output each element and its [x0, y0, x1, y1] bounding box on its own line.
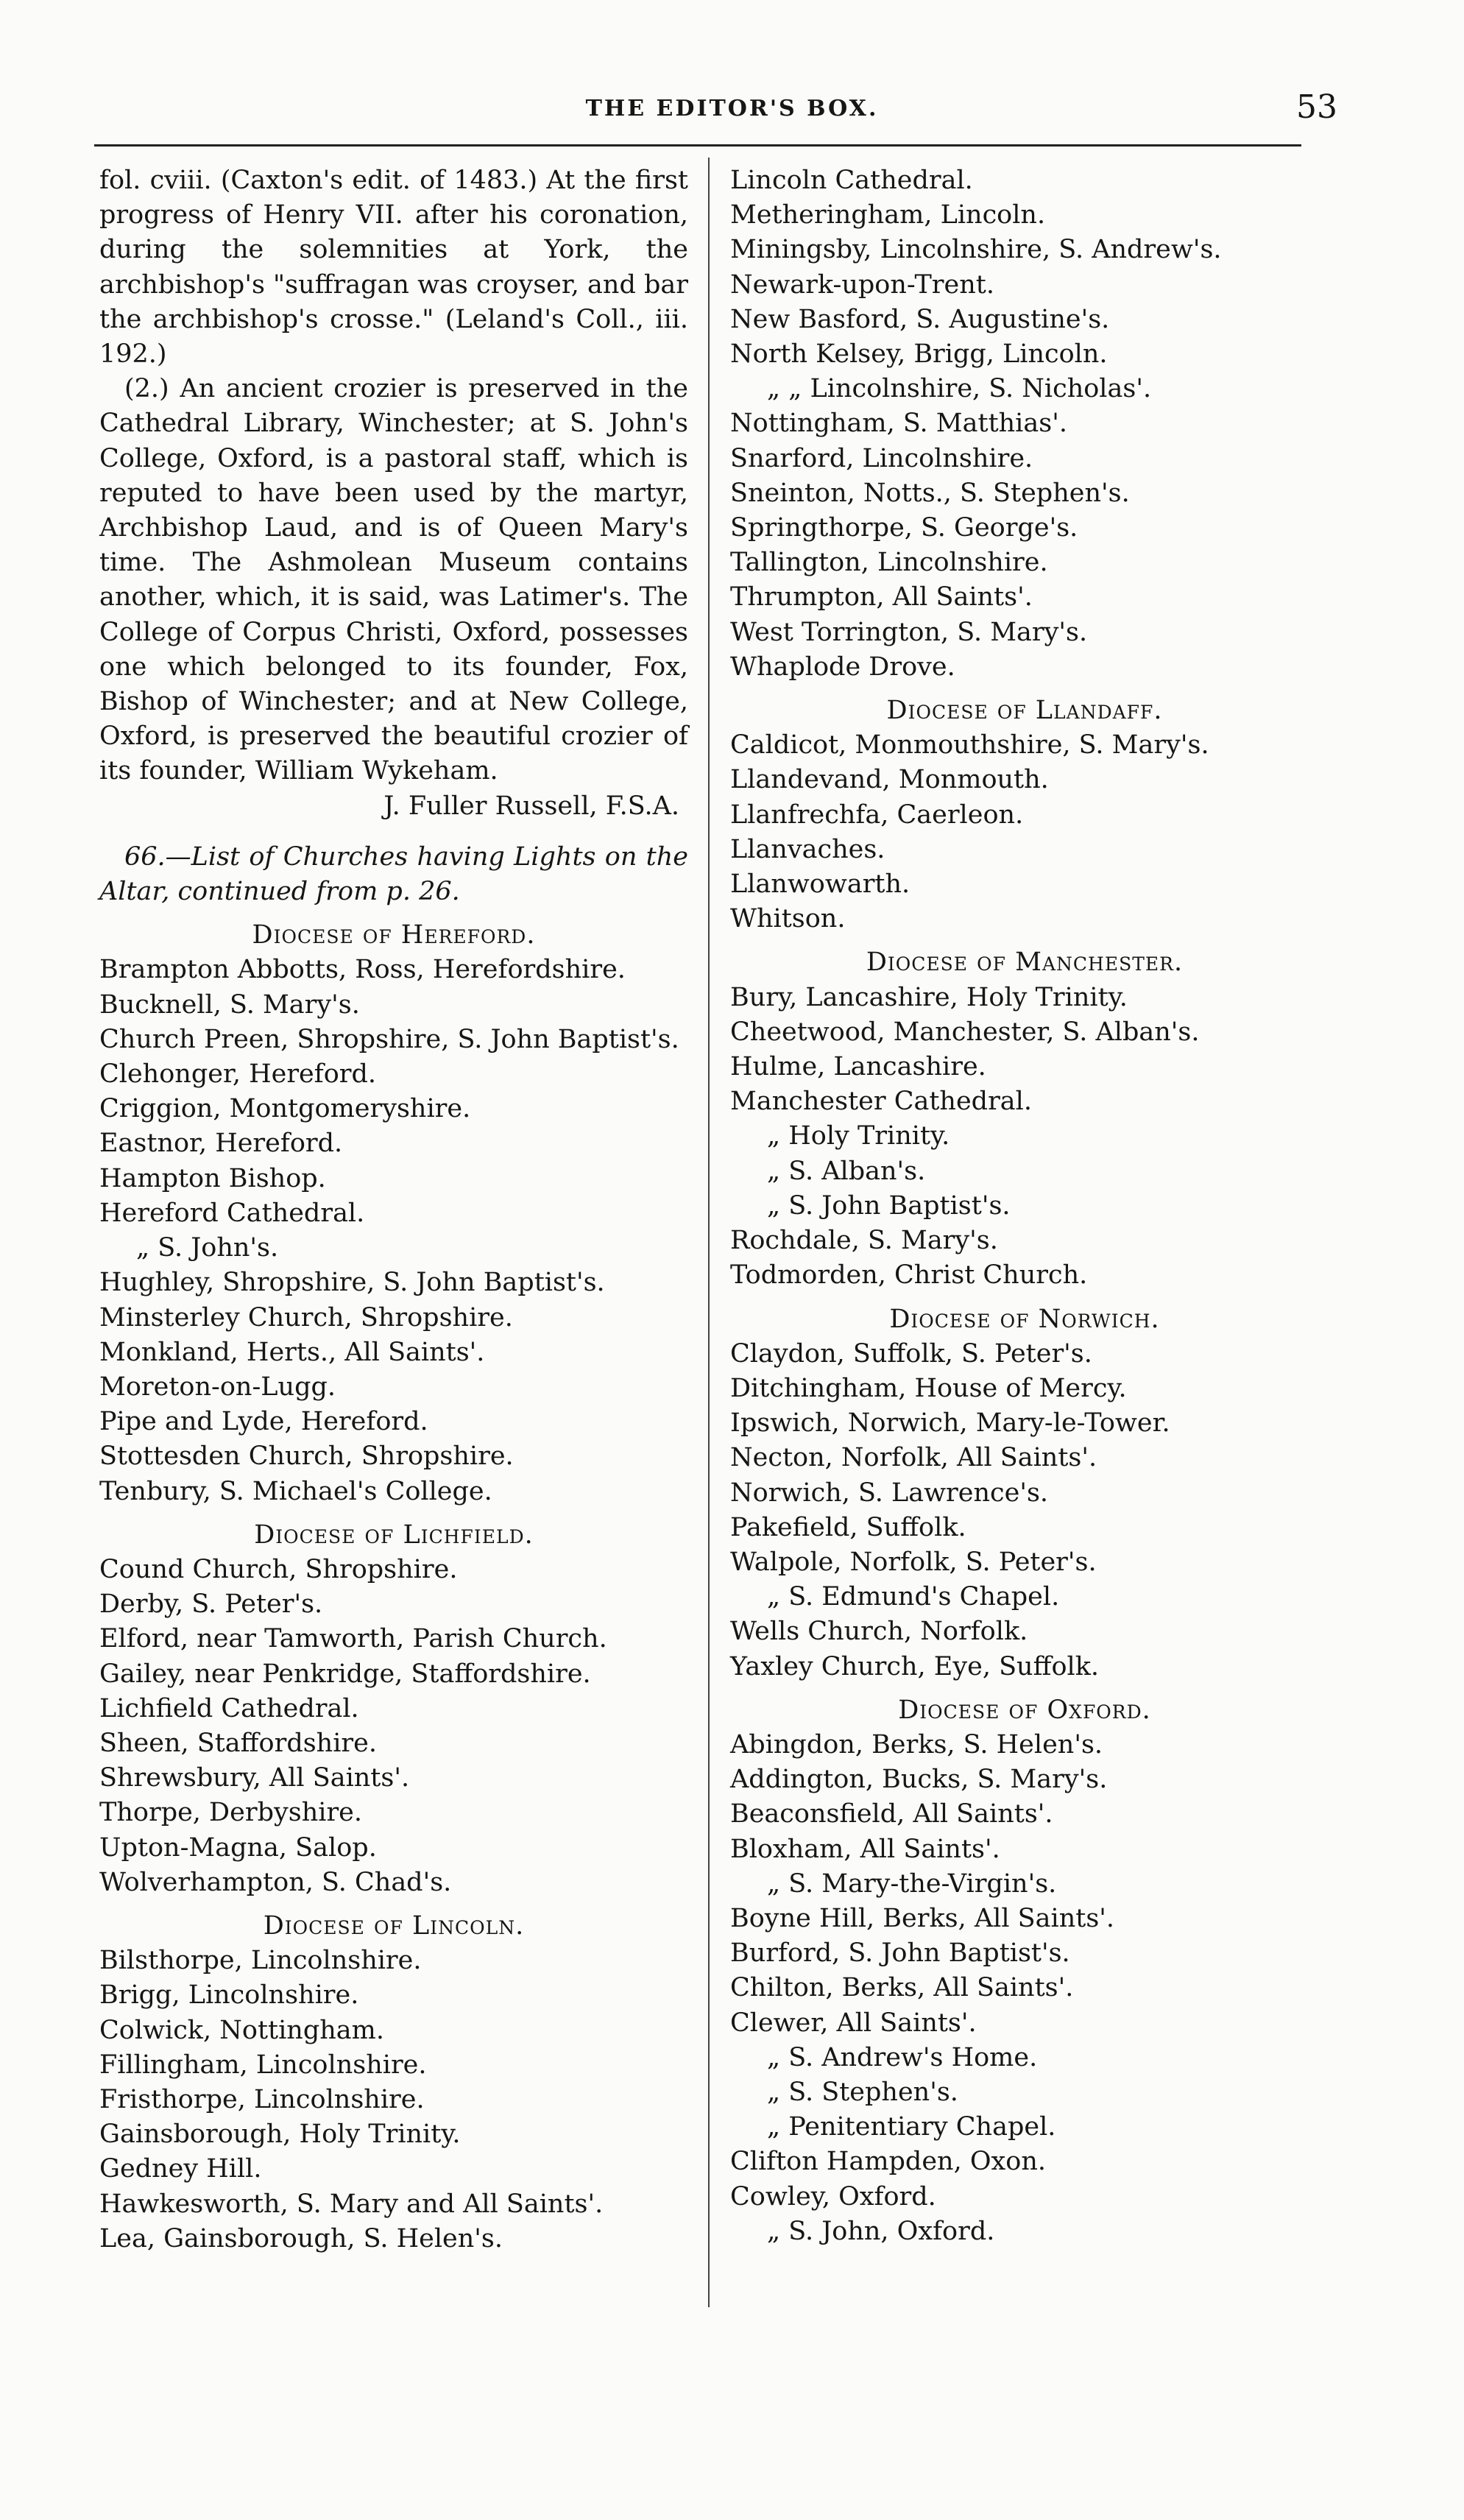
church-entry: Criggion, Montgomeryshire. [99, 1094, 471, 1124]
church-entry: „ S. Stephen's. [767, 2077, 958, 2107]
church-entry: Walpole, Norfolk, S. Peter's. [730, 1547, 1097, 1577]
church-entry: Thrumpton, All Saints'. [730, 582, 1033, 613]
diocese-heading-manchester: Diocese of Manchester. [866, 947, 1184, 978]
church-entry: Newark-upon-Trent. [730, 269, 994, 300]
church-entry: Bilsthorpe, Lincolnshire. [99, 1946, 422, 1976]
church-entry: Abingdon, Berks, S. Helen's. [730, 1729, 1103, 1760]
church-entry: Elford, near Tamworth, Parish Church. [99, 1624, 607, 1654]
church-entry: Brampton Abbotts, Ross, Herefordshire. [99, 955, 626, 985]
church-entry: Todmorden, Christ Church. [730, 1260, 1088, 1291]
church-entry: Pakefield, Suffolk. [730, 1512, 966, 1542]
church-entry: Hampton Bishop. [99, 1163, 326, 1193]
church-list-llandaff [730, 728, 1319, 936]
church-entry: Monkland, Herts., All Saints'. [99, 1337, 485, 1367]
church-entry: Chilton, Berks, All Saints'. [730, 1973, 1074, 2003]
church-entry: Rochdale, S. Mary's. [730, 1226, 998, 1256]
church-entry: Sneinton, Notts., S. Stephen's. [730, 478, 1130, 508]
church-entry: Brigg, Lincolnshire. [99, 1980, 359, 2011]
church-entry: Hereford Cathedral. [99, 1198, 365, 1228]
church-entry: Llandevand, Monmouth. [730, 765, 1049, 795]
church-entry: Stottesden Church, Shropshire. [99, 1441, 514, 1472]
church-entry: Whitson. [730, 904, 846, 934]
church-entry: „ S. John, Oxford. [767, 2216, 995, 2246]
church-entry: Sheen, Staffordshire. [99, 1728, 377, 1758]
church-entry: Lincoln Cathedral. [730, 166, 973, 195]
diocese-heading-lincoln: Diocese of Lincoln. [263, 1910, 525, 1941]
church-entry: Ditchingham, House of Mercy. [730, 1373, 1127, 1403]
column-divider [708, 158, 710, 2307]
church-entry: Clifton Hampden, Oxon. [730, 2147, 1046, 2177]
church-list-lichfield [99, 1553, 688, 1900]
church-entry: Manchester Cathedral. [730, 1087, 1032, 1117]
church-entry: Clewer, All Saints'. [730, 2008, 977, 2038]
church-entry: Bury, Lancashire, Holy Trinity. [730, 982, 1128, 1012]
church-list-oxford [730, 1728, 1319, 2249]
church-entry: „ S. John's. [136, 1233, 279, 1263]
church-entry: New Basford, S. Augustine's. [730, 304, 1110, 334]
church-entry: Tallington, Lincolnshire. [730, 548, 1048, 578]
church-entry: Thorpe, Derbyshire. [99, 1798, 363, 1828]
church-entry: Burford, S. John Baptist's. [730, 1938, 1070, 1969]
church-entry: Whaplode Drove. [730, 652, 955, 682]
church-entry: Ipswich, Norwich, Mary-le-Tower. [730, 1408, 1170, 1439]
diocese-heading-llandaff: Diocese of Llandaff. [886, 696, 1163, 726]
diocese-heading-hereford: Diocese of Hereford. [252, 920, 536, 950]
church-list-lincoln-continued [730, 163, 1319, 685]
church-entry: Bloxham, All Saints'. [730, 1834, 1000, 1864]
church-entry: Springthorpe, S. George's. [730, 513, 1078, 543]
church-entry: „ S. Mary-the-Virgin's. [767, 1868, 1057, 1899]
church-entry: Clehonger, Hereford. [99, 1059, 377, 1090]
diocese-heading-oxford: Diocese of Oxford. [898, 1695, 1151, 1725]
church-entry: Llanvaches. [730, 834, 885, 864]
church-entry: West Torrington, S. Mary's. [730, 617, 1088, 647]
church-entry: Pipe and Lyde, Hereford. [99, 1407, 428, 1437]
church-entry: Beaconsfield, All Saints'. [730, 1799, 1053, 1829]
church-entry: Derby, S. Peter's. [99, 1589, 323, 1620]
church-entry: Lichfield Cathedral. [99, 1693, 359, 1723]
church-entry: „ S. Edmund's Chapel. [767, 1582, 1060, 1612]
church-entry: Colwick, Nottingham. [99, 2015, 384, 2045]
paragraph-crozier: (2.) An ancient crozier is preserved in the Cathedral Library, Winchester; at S. John's College, Oxford, is a pastoral staff, which is reputed to have been used by the martyr, Archbishop Laud, and is of Queen Mary's time. The Ashmolean Museum contains another, which, it is said, was Latimer's. The College of Corpus Christi, Oxford, possesses one which belonged to its founder, Fox, Bishop of Winchester; and at New College, Oxford, is preserved the beautiful crozier of its founder, William Wykeham. [99, 374, 688, 786]
church-entry: Hulme, Lancashire. [730, 1052, 986, 1082]
church-entry: Hawkesworth, S. Mary and All Saints'. [99, 2189, 604, 2219]
author-signature: J. Fuller Russell, F.S.A. [383, 791, 679, 821]
church-entry: Caldicot, Monmouthshire, S. Mary's. [730, 730, 1209, 760]
page-header [0, 87, 1464, 131]
church-entry: „ „ Lincolnshire, S. Nicholas'. [767, 374, 1152, 404]
list-heading: 66.—List of Churches having Lights on the Altar, continued from p. 26. [99, 841, 688, 907]
church-entry: Snarford, Lincolnshire. [730, 443, 1033, 473]
diocese-heading-lichfield: Diocese of Lichfield. [254, 1520, 534, 1550]
church-entry: Fillingham, Lincolnshire. [99, 2050, 427, 2080]
church-entry: Boyne Hill, Berks, All Saints'. [730, 1903, 1115, 1933]
left-column [99, 163, 688, 2256]
church-list-norwich [730, 1337, 1319, 1684]
church-entry: Moreton-on-Lugg. [99, 1372, 336, 1402]
church-entry: Gedney Hill. [99, 2154, 262, 2184]
church-entry: Gailey, near Penkridge, Staffordshire. [99, 1659, 591, 1689]
church-list-hereford [99, 953, 688, 1508]
church-list-manchester [730, 981, 1319, 1293]
church-entry: Minsterley Church, Shropshire. [99, 1302, 513, 1333]
church-entry: Tenbury, S. Michael's College. [99, 1476, 492, 1506]
church-entry: Norwich, S. Lawrence's. [730, 1478, 1049, 1508]
running-title: THE EDITOR'S BOX. [585, 96, 879, 121]
church-entry: Miningsby, Lincolnshire, S. Andrew's. [730, 235, 1222, 265]
church-entry: Gainsborough, Holy Trinity. [99, 2120, 461, 2150]
church-entry: North Kelsey, Brigg, Lincoln. [730, 339, 1108, 370]
diocese-heading-norwich: Diocese of Norwich. [889, 1304, 1160, 1334]
church-entry: Cheetwood, Manchester, S. Alban's. [730, 1017, 1200, 1047]
church-entry: Hughley, Shropshire, S. John Baptist's. [99, 1268, 605, 1298]
church-entry: Wells Church, Norfolk. [730, 1617, 1028, 1647]
church-entry: Lea, Gainsborough, S. Helen's. [99, 2223, 503, 2253]
church-entry: Church Preen, Shropshire, S. John Baptist's. [99, 1024, 679, 1054]
church-entry: Upton-Magna, Salop. [99, 1832, 377, 1863]
church-entry: „ S. John Baptist's. [767, 1190, 1011, 1221]
church-entry: „ S. Alban's. [767, 1156, 926, 1186]
church-entry: „ S. Andrew's Home. [767, 2042, 1038, 2072]
church-entry: Necton, Norfolk, All Saints'. [730, 1443, 1097, 1473]
church-entry: Eastnor, Hereford. [99, 1129, 343, 1159]
paragraph-continued: fol. cviii. (Caxton's edit. of 1483.) At the first progress of Henry VII. after his coronation, during the solemnities at York, the archbishop's "suffragan was croyser, and bar the archbishop's crosse." (Leland's Coll., iii. 192.) [99, 166, 688, 370]
church-entry: Cowley, Oxford. [730, 2181, 936, 2212]
church-entry: Llanwowarth. [730, 869, 910, 900]
church-entry: Yaxley Church, Eye, Suffolk. [730, 1651, 1100, 1681]
church-entry: Nottingham, S. Matthias'. [730, 409, 1067, 439]
church-entry: „ Penitentiary Chapel. [767, 2112, 1056, 2142]
church-entry: „ Holy Trinity. [767, 1121, 950, 1151]
church-entry: Fristhorpe, Lincolnshire. [99, 2084, 425, 2114]
church-entry: Addington, Bucks, S. Mary's. [730, 1765, 1108, 1795]
church-entry: Bucknell, S. Mary's. [99, 989, 360, 1020]
church-entry: Wolverhampton, S. Chad's. [99, 1867, 452, 1897]
right-column [730, 163, 1319, 2249]
church-list-lincoln [99, 1944, 688, 2256]
page-number: 53 [1296, 88, 1337, 126]
header-rule [94, 144, 1301, 147]
church-entry: Llanfrechfa, Caerleon. [730, 800, 1024, 830]
church-entry: Cound Church, Shropshire. [99, 1554, 458, 1584]
church-entry: Claydon, Suffolk, S. Peter's. [730, 1338, 1092, 1369]
church-entry: Metheringham, Lincoln. [730, 200, 1046, 230]
church-entry: Shrewsbury, All Saints'. [99, 1763, 410, 1793]
